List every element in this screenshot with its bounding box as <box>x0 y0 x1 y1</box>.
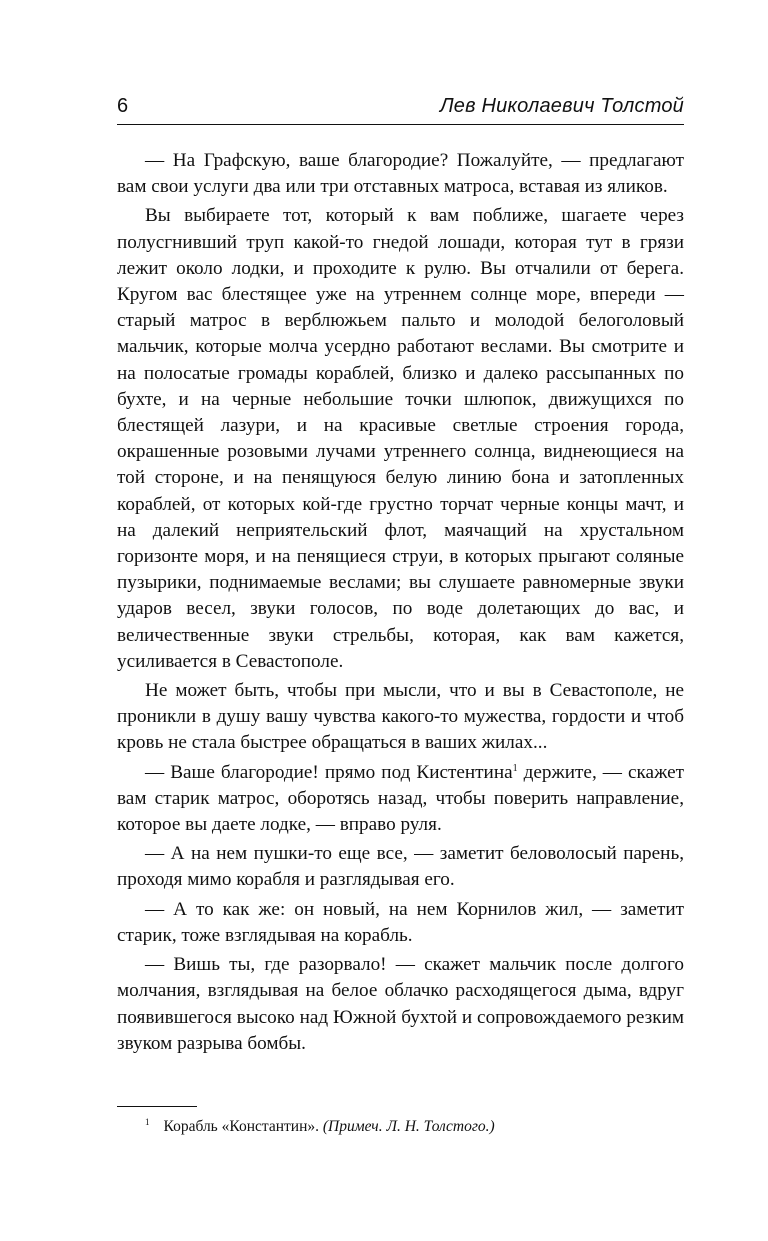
footnote-note: (Примеч. Л. Н. Толстого.) <box>322 1118 495 1135</box>
footnote-marker[interactable]: 1 <box>512 762 518 774</box>
paragraph: Не может быть, чтобы при мысли, что и вы в Севастополе, не проникли в душу вашу чувства какого-то мужества, гордости и чтоб кровь не стала быстрее обращаться в ваших жилах... <box>117 680 684 754</box>
body-text <box>117 148 684 1060</box>
dialogue-text-before-marker: — Ваше благородие! прямо под Кистентина <box>145 761 513 783</box>
paragraph: Вы выбираете тот, который к вам поближе, шагаете через полусгнивший труп какой-то гнедой лошади, которая тут в грязи лежит около лодки, и проходите к рулю. Вы отчалили от берега. Кругом вас блестящее уже на утреннем солнце море, впереди — старый матрос в верблюжьем пальто и молодой белоголовый мальчик, которые молча усердно работают веслами. Вы смотрите и на полосатые громады кораблей, близко и далеко рассыпанных по бухте, и на черные небольшие точки шлюпок, движущихся по блестящей лазури, и на красивые светлые строения города, окрашенные розовыми лучами утреннего солнца, виднеющиеся на той стороне, и на пенящуюся белую линию бона и затопленных кораблей, от которых кой-где грустно торчат черные концы мачт, и на далекий неприятельский флот, маячащий на хрустальном горизонте моря, и на пенящиеся струи, в которых прыгают соляные пузырики, поднимаемые веслами; вы слушаете равномерные звуки ударов весел, звуки голосов, по воде долетающих до вас, и величественные звуки стрельбы, которая, как вам кажется, усиливается в Севастополе. <box>117 205 684 672</box>
footnote-text: Корабль «Константин». <box>163 1118 319 1135</box>
page-header <box>117 92 684 125</box>
footnote <box>145 1112 495 1137</box>
page-number: 6 <box>117 95 129 117</box>
paragraph: — А на нем пушки-то еще все, — заметит беловолосый парень, проходя мимо корабля и разглядывая его. <box>117 843 684 891</box>
running-title: Лев Николаевич Толстой <box>439 95 684 117</box>
paragraph: — А то как же: он новый, на нем Корнилов жил, — заметит старик, тоже взглядывая на корабль. <box>117 898 684 946</box>
paragraph-with-footnote <box>117 760 684 839</box>
footnote-number: 1 <box>145 1117 150 1127</box>
paragraph: — На Графскую, ваше благородие? Пожалуйте, — предлагают вам свои услуги два или три отставных матроса, вставая из яликов. <box>117 150 684 198</box>
footnote-divider <box>117 1106 197 1107</box>
dialogue-text-after-marker: держите, — скажет вам старик матрос, оборотясь назад, чтобы поверить направление, которое вы даете лодке, — вправо руля. <box>117 761 684 836</box>
paragraph: — Вишь ты, где разорвало! — скажет мальчик после долгого молчания, взглядывая на белое облачко расходящегося дыма, вдруг появившегося высоко над Южной бухтой и сопровождаемого резким звуком разрыва бомбы. <box>117 954 684 1054</box>
